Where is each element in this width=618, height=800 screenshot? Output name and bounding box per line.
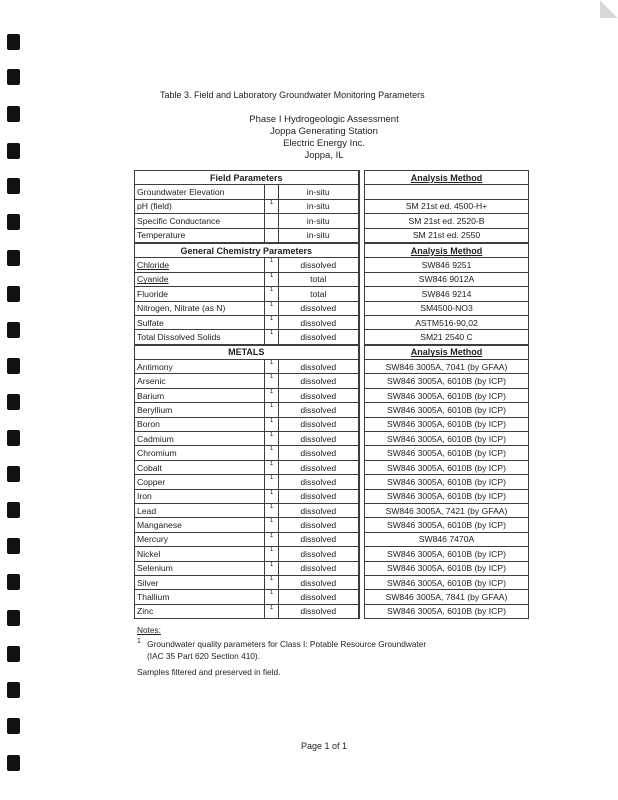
analysis-method: SM 21st ed. 4500-H+ (365, 199, 529, 213)
footnote-ref: 1 (265, 258, 279, 272)
binder-hole (7, 466, 20, 482)
binder-hole (7, 502, 20, 518)
parameter-name: Copper (135, 475, 265, 489)
parameter-name: Arsenic (135, 374, 265, 388)
footnote-ref: 1 (265, 388, 279, 402)
section-heading: METALS (135, 345, 359, 360)
footnote-ref: 1 (265, 360, 279, 374)
footnote-ref: 1 (265, 475, 279, 489)
sample-type: dissolved (279, 460, 359, 474)
note-1 (137, 636, 426, 650)
table-row (135, 518, 529, 532)
analysis-method: SW846 3005A, 6010B (by ICP) (365, 547, 529, 561)
sample-type: dissolved (279, 547, 359, 561)
sample-type: total (279, 287, 359, 301)
binder-hole (7, 34, 20, 50)
parameter-name: Nitrogen, Nitrate (as N) (135, 301, 265, 315)
analysis-method (365, 185, 529, 199)
sample-type: dissolved (279, 360, 359, 374)
footnote-ref: 1 (265, 547, 279, 561)
binder-hole (7, 358, 20, 374)
parameter-name: Cadmium (135, 432, 265, 446)
parameter-name: Chromium (135, 446, 265, 460)
sample-type: dissolved (279, 432, 359, 446)
sample-type: dissolved (279, 503, 359, 517)
table-row (135, 590, 529, 604)
table-row (135, 272, 529, 286)
field-section-header (135, 171, 529, 185)
table-row (135, 301, 529, 315)
table-row (135, 417, 529, 431)
table-row (135, 575, 529, 589)
analysis-method: SW846 3005A, 7421 (by GFAA) (365, 503, 529, 517)
analysis-method: SW846 3005A, 6010B (by ICP) (365, 374, 529, 388)
table-row (135, 532, 529, 546)
table-row (135, 446, 529, 460)
table-row (135, 214, 529, 228)
sample-type: dissolved (279, 575, 359, 589)
analysis-method: SW846 3005A, 6010B (by ICP) (365, 518, 529, 532)
table-row (135, 432, 529, 446)
parameter-name: Zinc (135, 604, 265, 618)
binder-hole (7, 250, 20, 266)
analysis-method: SW846 3005A, 6010B (by ICP) (365, 446, 529, 460)
analysis-method: SM 21st ed. 2520-B (365, 214, 529, 228)
parameter-name: Specific Conductance (135, 214, 265, 228)
footnote-ref: 1 (265, 199, 279, 213)
analysis-method: SW846 3005A, 6010B (by ICP) (365, 417, 529, 431)
table-row (135, 185, 529, 199)
table-row (135, 561, 529, 575)
footnote-ref: 1 (265, 561, 279, 575)
section-heading: General Chemistry Parameters (135, 243, 359, 258)
parameter-name: Cyanide (135, 272, 265, 286)
parameter-name: Boron (135, 417, 265, 431)
sample-type: dissolved (279, 561, 359, 575)
sample-type: dissolved (279, 604, 359, 618)
sample-type: in-situ (279, 199, 359, 213)
binder-hole (7, 755, 20, 771)
footnote-ref: 1 (265, 374, 279, 388)
sample-type: dissolved (279, 258, 359, 272)
analysis-method: SW846 9251 (365, 258, 529, 272)
table-row (135, 228, 529, 243)
section-heading: Field Parameters (135, 171, 359, 185)
binder-hole (7, 718, 20, 734)
parameter-name: Groundwater Elevation (135, 185, 265, 199)
footnote-ref (265, 214, 279, 228)
footnote-ref: 1 (265, 446, 279, 460)
table-row (135, 258, 529, 272)
analysis-method: SW846 3005A, 7041 (by GFAA) (365, 360, 529, 374)
table-row (135, 360, 529, 374)
footnote-ref: 1 (265, 460, 279, 474)
binder-hole (7, 214, 20, 230)
notes-section (137, 624, 426, 678)
parameter-name: Selenium (135, 561, 265, 575)
footnote-ref: 1 (265, 489, 279, 503)
header-site: Joppa Generating Station (270, 126, 378, 137)
method-heading: Analysis Method (365, 345, 529, 360)
analysis-method: SW846 3005A, 6010B (by ICP) (365, 575, 529, 589)
analysis-method: SW846 3005A, 6010B (by ICP) (365, 460, 529, 474)
header-company: Electric Energy Inc. (283, 138, 365, 149)
analysis-method: SW846 7470A (365, 532, 529, 546)
analysis-method: SW846 3005A, 6010B (by ICP) (365, 403, 529, 417)
footnote-ref: 1 (265, 403, 279, 417)
header-project: Phase I Hydrogeologic Assessment (249, 114, 399, 125)
binder-hole (7, 286, 20, 302)
table-row (135, 403, 529, 417)
table-title: Table 3. Field and Laboratory Groundwater Monitoring Parameters (160, 90, 425, 100)
analysis-method: SW846 3005A, 6010B (by ICP) (365, 475, 529, 489)
table-row (135, 315, 529, 329)
sample-type: dissolved (279, 388, 359, 402)
sample-type: dissolved (279, 403, 359, 417)
analysis-method: SM 21st ed. 2550 (365, 228, 529, 243)
table-row (135, 475, 529, 489)
note-marker: 1 (137, 638, 141, 645)
footnote-ref: 1 (265, 315, 279, 329)
report-header (0, 114, 618, 162)
parameter-name: Manganese (135, 518, 265, 532)
parameter-name: Iron (135, 489, 265, 503)
analysis-method: SW846 3005A, 7841 (by GFAA) (365, 590, 529, 604)
method-heading: Analysis Method (365, 171, 529, 185)
footnote-ref: 1 (265, 301, 279, 315)
footnote-ref: 1 (265, 272, 279, 286)
binder-hole (7, 178, 20, 194)
parameter-name: Fluoride (135, 287, 265, 301)
binder-hole (7, 574, 20, 590)
sample-type: in-situ (279, 214, 359, 228)
notes-title: Notes: (137, 625, 161, 635)
parameter-name: Silver (135, 575, 265, 589)
page-number: Page 1 of 1 (300, 741, 348, 751)
parameter-name: Antimony (135, 360, 265, 374)
parameter-name: Temperature (135, 228, 265, 243)
parameter-name: Barium (135, 388, 265, 402)
sample-type: dissolved (279, 590, 359, 604)
parameter-name: Thallium (135, 590, 265, 604)
analysis-method: SM4500-NO3 (365, 301, 529, 315)
footnote-ref: 1 (265, 575, 279, 589)
footnote-ref: 1 (265, 432, 279, 446)
note-1-citation: (IAC 35 Part 620 Section 410). (147, 650, 260, 661)
parameter-name: Chloride (135, 258, 265, 272)
sample-type: total (279, 272, 359, 286)
parameter-name: Lead (135, 503, 265, 517)
sample-type: in-situ (279, 185, 359, 199)
sample-type: dissolved (279, 374, 359, 388)
sample-type: dissolved (279, 489, 359, 503)
sample-type: dissolved (279, 475, 359, 489)
table-row (135, 388, 529, 402)
parameter-name: Nickel (135, 547, 265, 561)
table-row (135, 287, 529, 301)
analysis-method: SM21 2540 C (365, 330, 529, 345)
table-row (135, 460, 529, 474)
parameter-name: pH (field) (135, 199, 265, 213)
analysis-method: SW846 9214 (365, 287, 529, 301)
binder-hole (7, 322, 20, 338)
footnote-ref: 1 (265, 287, 279, 301)
footnote-ref: 1 (265, 417, 279, 431)
footnote-ref: 1 (265, 604, 279, 618)
analysis-method: SW846 3005A, 6010B (by ICP) (365, 561, 529, 575)
parameters-table (134, 170, 529, 619)
footnote-ref (265, 185, 279, 199)
chemistry-section-header (135, 243, 529, 258)
binder-hole (7, 610, 20, 626)
sample-type: dissolved (279, 532, 359, 546)
parameter-name: Cobalt (135, 460, 265, 474)
footnote-ref: 1 (265, 503, 279, 517)
footnote-ref (265, 228, 279, 243)
table-row (135, 604, 529, 618)
note-1-text: Groundwater quality parameters for Class I: Potable Resource Groundwater (147, 638, 427, 649)
parameter-name: Beryllium (135, 403, 265, 417)
binder-hole (7, 394, 20, 410)
analysis-method: SW846 9012A (365, 272, 529, 286)
footnote-ref: 1 (265, 518, 279, 532)
analysis-method: SW846 3005A, 6010B (by ICP) (365, 432, 529, 446)
sample-type: dissolved (279, 518, 359, 532)
footnote-ref: 1 (265, 590, 279, 604)
table-row (135, 547, 529, 561)
note-2: Samples filtered and preserved in field. (137, 666, 281, 677)
header-location: Joppa, IL (304, 150, 344, 161)
sample-type: dissolved (279, 330, 359, 345)
parameter-name: Total Dissolved Solids (135, 330, 265, 345)
footnote-ref: 1 (265, 532, 279, 546)
sample-type: dissolved (279, 301, 359, 315)
binder-hole (7, 682, 20, 698)
table-row (135, 330, 529, 345)
parameter-name: Mercury (135, 532, 265, 546)
method-heading: Analysis Method (365, 243, 529, 258)
sample-type: dissolved (279, 446, 359, 460)
analysis-method: ASTM516-90,02 (365, 315, 529, 329)
table-row (135, 199, 529, 213)
sample-type: in-situ (279, 228, 359, 243)
sample-type: dissolved (279, 417, 359, 431)
parameter-name: Sulfate (135, 315, 265, 329)
binder-hole (7, 69, 20, 85)
sample-type: dissolved (279, 315, 359, 329)
table-row (135, 503, 529, 517)
binder-hole (7, 430, 20, 446)
metals-section-header (135, 345, 529, 360)
binder-hole (7, 538, 20, 554)
table-row (135, 374, 529, 388)
analysis-method: SW846 3005A, 6010B (by ICP) (365, 604, 529, 618)
analysis-method: SW846 3005A, 6010B (by ICP) (365, 489, 529, 503)
binder-hole (7, 646, 20, 662)
table-row (135, 489, 529, 503)
analysis-method: SW846 3005A, 6010B (by ICP) (365, 388, 529, 402)
footnote-ref: 1 (265, 330, 279, 345)
page-corner-curl (600, 0, 618, 18)
